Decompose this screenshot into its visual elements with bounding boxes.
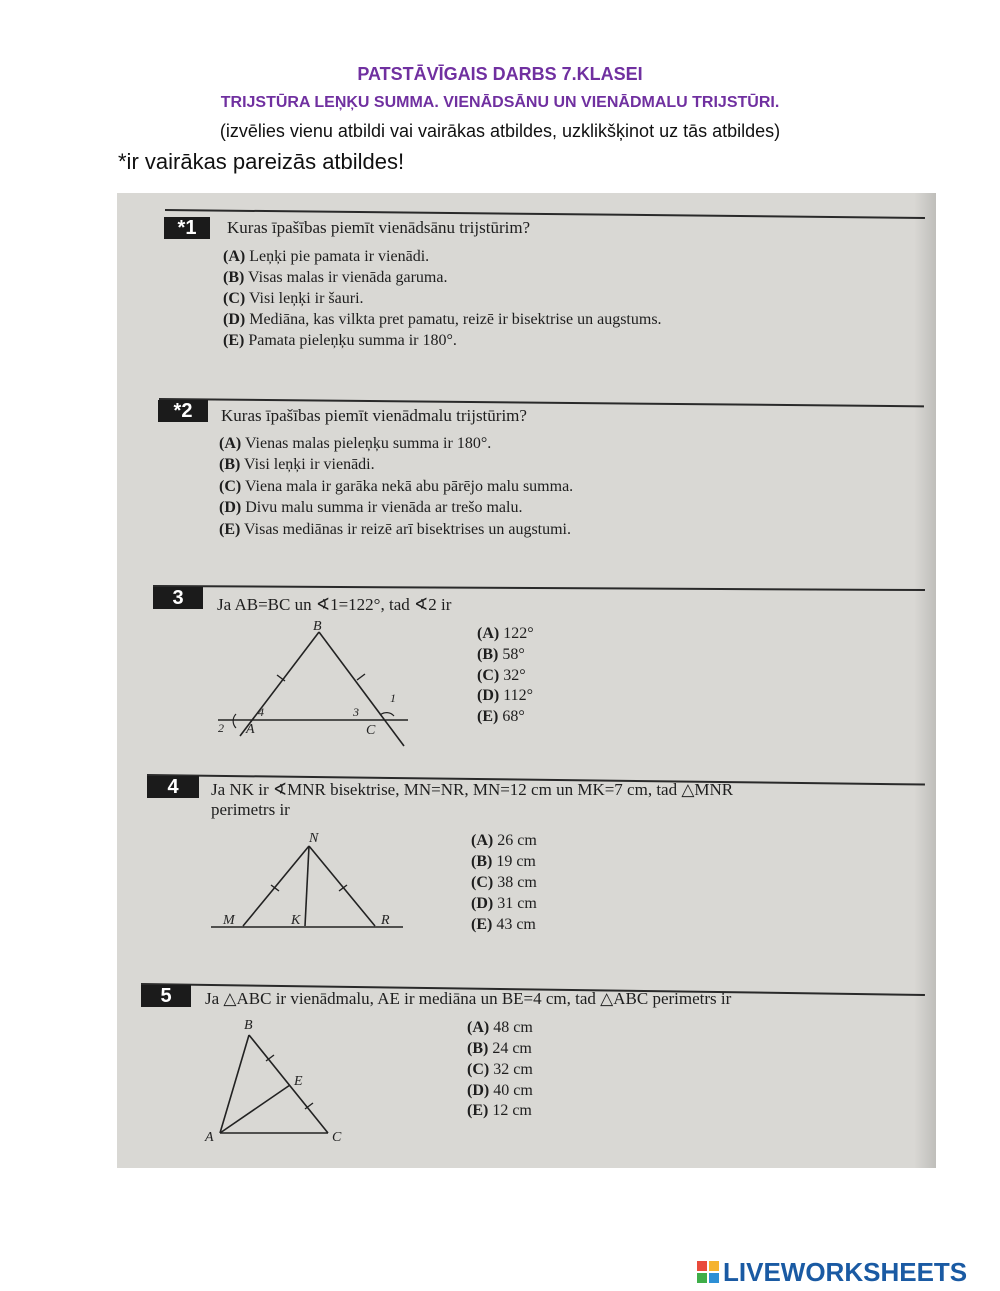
worksheet-subtitle: TRIJSTŪRA LEŅĶU SUMMA. VIENĀDSĀNU UN VIENĀDMALU TRIJSTŪRI. — [220, 94, 780, 111]
q2-number: *2 — [158, 400, 208, 422]
q3-question: Ja AB=BC un ∢1=122°, tad ∢2 ir — [217, 595, 452, 614]
q5-option-e[interactable] — [467, 1102, 532, 1120]
worksheet-title: PATSTĀVĪGAIS DARBS 7.KLASEI — [357, 64, 643, 84]
line-nk — [305, 846, 309, 926]
vertex-label-a: A — [246, 722, 255, 737]
q1-number: *1 — [164, 217, 210, 239]
q3-rule — [153, 585, 925, 591]
line-ae — [220, 1085, 290, 1133]
option-text: Visas malas ir vienāda garuma. — [248, 269, 448, 286]
line-bc — [249, 1035, 328, 1133]
option-label: (E) — [471, 916, 493, 933]
q2-option-c[interactable] — [219, 478, 573, 496]
option-label: (B) — [223, 269, 245, 286]
option-text: Visas mediānas ir reizē arī bisektrises un augstumi. — [244, 521, 571, 538]
option-label: (E) — [223, 332, 245, 349]
option-label: (C) — [477, 667, 500, 684]
option-label: (A) — [477, 625, 500, 642]
option-label: (B) — [471, 853, 493, 870]
angle-arc-2 — [233, 714, 236, 728]
option-text: 24 cm — [492, 1040, 532, 1057]
q3-option-b[interactable] — [477, 646, 525, 664]
option-text: 48 cm — [493, 1019, 533, 1036]
option-text: Visi leņķi ir vienādi. — [244, 456, 375, 473]
q2-option-e[interactable] — [219, 521, 571, 539]
vertex-label-c: C — [366, 723, 376, 738]
vertex-label-n: N — [309, 831, 319, 846]
q4-option-e[interactable] — [471, 916, 536, 934]
option-text: 58° — [502, 646, 525, 663]
q1-option-b[interactable] — [223, 269, 447, 287]
angle-label-3: 3 — [353, 705, 359, 719]
option-label: (B) — [219, 456, 241, 473]
option-label: (C) — [223, 290, 246, 307]
vertex-label-m: M — [223, 913, 235, 928]
option-label: (C) — [467, 1061, 490, 1078]
option-text: Divu malu summa ir vienāda ar trešo malu. — [245, 499, 523, 516]
q3-number: 3 — [153, 587, 203, 609]
line-ab — [220, 1035, 249, 1133]
q1-option-c[interactable] — [223, 290, 364, 308]
option-label: (B) — [477, 646, 499, 663]
q5-question: Ja △ABC ir vienādmalu, AE ir mediāna un BE=4 cm, tad △ABC perimetrs ir — [205, 989, 732, 1008]
q5-option-a[interactable] — [467, 1019, 533, 1037]
option-text: 19 cm — [496, 853, 536, 870]
option-label: (A) — [467, 1019, 490, 1036]
option-label: (D) — [471, 895, 494, 912]
angle-label-1: 1 — [390, 691, 396, 705]
option-text: Viena mala ir garāka nekā abu pārējo malu summa. — [244, 478, 574, 495]
q3-triangle-diagram — [212, 618, 417, 748]
option-text: Mediāna, kas vilkta pret pamatu, reizē ir bisektrise un augstums. — [249, 311, 662, 328]
option-text: Pamata pieleņķu summa ir 180°. — [248, 332, 457, 349]
option-text: 68° — [502, 708, 525, 725]
q1-question: Kuras īpašības piemīt vienādsānu trijstūrim? — [227, 218, 531, 237]
angle-label-4: 4 — [258, 705, 264, 719]
option-text: 32 cm — [493, 1061, 533, 1078]
q1-option-d[interactable] — [223, 311, 662, 329]
option-label: (C) — [219, 478, 242, 495]
option-text: Vienas malas pieleņķu summa ir 180°. — [244, 435, 492, 452]
q4-number: 4 — [147, 776, 199, 798]
option-label: (A) — [219, 435, 242, 452]
q3-option-d[interactable] — [477, 687, 533, 705]
q1-option-e[interactable] — [223, 332, 457, 350]
angle-label-2: 2 — [218, 721, 224, 735]
q5-number: 5 — [141, 985, 191, 1007]
q5-triangle-diagram — [202, 1013, 362, 1148]
logo-blocks-icon — [697, 1261, 719, 1283]
option-label: (A) — [471, 832, 494, 849]
option-text: 40 cm — [493, 1082, 533, 1099]
option-label: (A) — [223, 248, 246, 265]
liveworksheets-logo — [697, 1258, 967, 1286]
q4-option-d[interactable] — [471, 895, 537, 913]
option-label: (C) — [471, 874, 494, 891]
option-text: 12 cm — [492, 1102, 532, 1119]
option-text: 38 cm — [497, 874, 537, 891]
option-text: 26 cm — [497, 832, 537, 849]
q4-question: Ja NK ir ∢MNR bisektrise, MN=NR, MN=12 cm un MK=7 cm, tad △MNR — [211, 780, 734, 799]
vertex-label-b: B — [313, 619, 322, 634]
q4-option-a[interactable] — [471, 832, 537, 850]
q2-question: Kuras īpašības piemīt vienādmalu trijstūrim? — [221, 406, 527, 425]
option-text: 122° — [503, 625, 534, 642]
q3-option-a[interactable] — [477, 625, 534, 643]
option-text: 32° — [503, 667, 526, 684]
option-text: Visi leņķi ir šauri. — [248, 290, 364, 307]
line-nr — [309, 846, 375, 926]
line-bc — [319, 632, 404, 746]
vertex-label-a: A — [205, 1130, 214, 1145]
vertex-label-k: K — [291, 913, 301, 928]
q4-option-b[interactable] — [471, 853, 536, 871]
option-text: Leņķi pie pamata ir vienādi. — [249, 248, 430, 265]
option-label: (D) — [219, 499, 242, 516]
option-label: (E) — [219, 521, 241, 538]
q4-question-cont: perimetrs ir — [211, 800, 290, 819]
q3-option-e[interactable] — [477, 708, 525, 726]
option-text: 43 cm — [496, 916, 536, 933]
q2-option-b[interactable] — [219, 456, 375, 474]
option-text: 31 cm — [497, 895, 537, 912]
vertex-label-b: B — [244, 1018, 253, 1033]
option-label: (E) — [467, 1102, 489, 1119]
q3-option-c[interactable] — [477, 667, 526, 685]
vertex-label-c: C — [332, 1130, 342, 1145]
option-label: (D) — [223, 311, 246, 328]
multiple-answers-note: *ir vairākas pareizās atbildes! — [118, 149, 405, 174]
vertex-label-r: R — [381, 913, 390, 928]
worksheet-instruction: (izvēlies vienu atbildi vai vairākas atbildes, uzklikšķinot uz tās atbildes) — [219, 121, 781, 141]
page-curve-shadow — [914, 193, 936, 1168]
option-label: (D) — [467, 1082, 490, 1099]
q4-option-c[interactable] — [471, 874, 537, 892]
vertex-label-e: E — [294, 1074, 303, 1089]
option-label: (D) — [477, 687, 500, 704]
q2-option-d[interactable] — [219, 499, 522, 517]
q5-option-c[interactable] — [467, 1061, 533, 1079]
q2-option-a[interactable] — [219, 435, 491, 453]
option-label: (B) — [467, 1040, 489, 1057]
q5-option-b[interactable] — [467, 1040, 532, 1058]
logo-text: LIVEWORKSHEETS — [723, 1256, 968, 1287]
tick-bc — [357, 674, 365, 680]
q4-triangle-diagram — [209, 828, 409, 938]
option-label: (E) — [477, 708, 499, 725]
q1-option-a[interactable] — [223, 248, 429, 266]
q5-option-d[interactable] — [467, 1082, 533, 1100]
textbook-photo — [117, 193, 936, 1168]
option-text: 112° — [503, 687, 534, 704]
